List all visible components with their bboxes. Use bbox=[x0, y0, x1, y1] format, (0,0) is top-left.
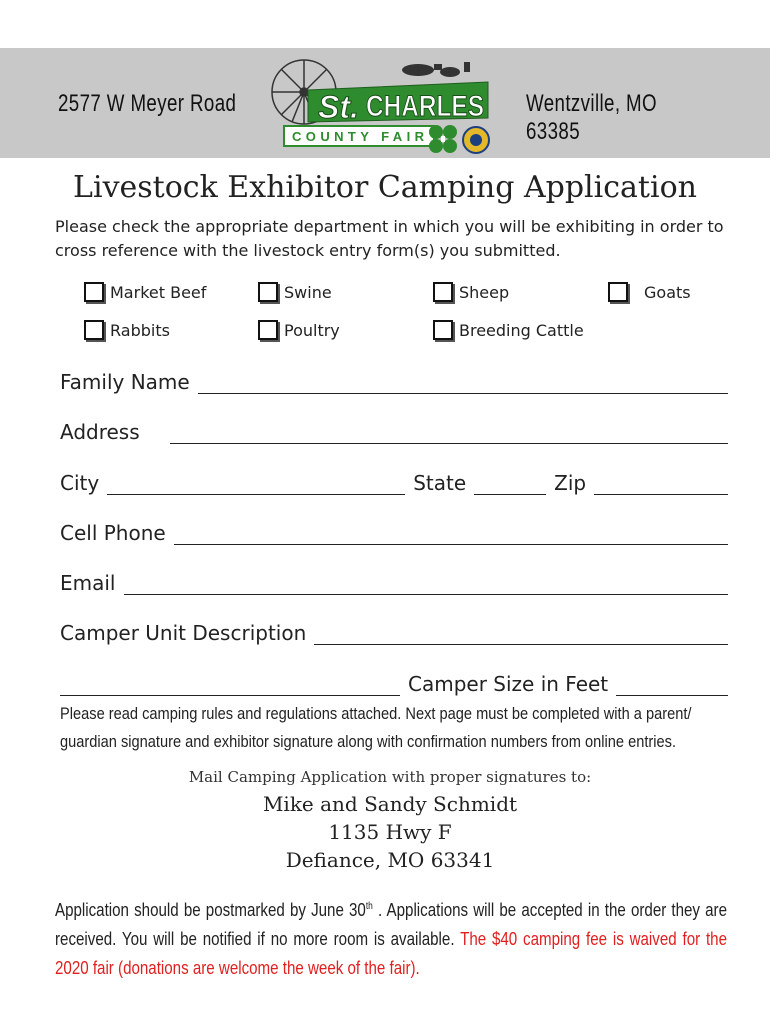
mail-recipient-name: Mike and Sandy Schmidt bbox=[262, 792, 518, 816]
zip-input-line[interactable] bbox=[594, 474, 728, 495]
footer-text-1: Application should be postmarked by June 30 bbox=[55, 900, 366, 920]
camper-size-row[interactable] bbox=[60, 668, 728, 696]
mail-intro: Mail Camping Application with proper signatures to: bbox=[188, 768, 592, 786]
camper-unit-field[interactable] bbox=[60, 617, 728, 645]
camper-size-label: Camper Size in Feet bbox=[408, 672, 609, 696]
city-label: City bbox=[60, 471, 100, 495]
checkbox-label: Sheep bbox=[459, 282, 510, 302]
fee-waived-notice: The $40 camping fee is waived for the 2020 fair (donations are welcome the week of the fair). bbox=[55, 929, 727, 978]
family-name-input-line[interactable] bbox=[198, 373, 728, 394]
animals-icon bbox=[402, 62, 470, 77]
ffa-emblem-icon bbox=[463, 127, 489, 153]
intro-text: Please check the appropriate department in which you will be exhibiting in order to cross reference with the livestock entry form(s) you submitted. bbox=[55, 217, 724, 260]
checkbox-box[interactable] bbox=[84, 320, 104, 340]
footer-sup: th bbox=[365, 901, 373, 912]
email-input-line[interactable] bbox=[124, 574, 729, 595]
zip-label: Zip bbox=[554, 471, 587, 495]
state-label: State bbox=[413, 471, 467, 495]
footer-text-2: . Applications will be accepted in the order they are received. You will be notified if no more room is available. bbox=[55, 900, 728, 949]
cell-phone-input-line[interactable] bbox=[174, 524, 728, 545]
camper-unit-continued-line[interactable] bbox=[60, 675, 400, 696]
checkbox-market-beef[interactable] bbox=[84, 282, 206, 302]
cell-phone-label: Cell Phone bbox=[60, 521, 166, 545]
email-label: Email bbox=[60, 571, 116, 595]
camper-unit-label: Camper Unit Description bbox=[60, 621, 307, 645]
checkbox-label: Breeding Cattle bbox=[459, 320, 584, 340]
checkbox-label: Goats bbox=[644, 282, 691, 302]
checkbox-sheep[interactable] bbox=[433, 282, 509, 302]
checkbox-box[interactable] bbox=[84, 282, 104, 302]
checkbox-poultry[interactable] bbox=[258, 320, 340, 340]
camper-size-input-line[interactable] bbox=[616, 675, 728, 696]
camper-unit-input-line[interactable] bbox=[314, 624, 728, 645]
checkbox-goats[interactable] bbox=[608, 282, 691, 302]
checkbox-label: Poultry bbox=[284, 320, 340, 340]
email-field[interactable] bbox=[60, 567, 728, 595]
family-name-label: Family Name bbox=[60, 370, 190, 394]
mail-city: Defiance, MO 63341 bbox=[285, 848, 495, 872]
address-field[interactable] bbox=[60, 416, 728, 444]
checkbox-label: Rabbits bbox=[110, 320, 170, 340]
checkbox-box[interactable] bbox=[433, 282, 453, 302]
header-address-right: Wentzville, MO 63385 bbox=[526, 90, 657, 145]
checkbox-swine[interactable] bbox=[258, 282, 332, 302]
city-input-line[interactable] bbox=[107, 474, 405, 495]
checkbox-rabbits[interactable] bbox=[84, 320, 170, 340]
logo-charles-text: CHARLES bbox=[366, 90, 484, 123]
checkbox-box[interactable] bbox=[258, 282, 278, 302]
checkbox-box[interactable] bbox=[608, 282, 628, 302]
header-address-left: 2577 W Meyer Road bbox=[58, 90, 237, 117]
logo-county-fair-text: COUNTY FAIR bbox=[292, 129, 428, 144]
checkbox-box[interactable] bbox=[258, 320, 278, 340]
family-name-field[interactable] bbox=[60, 366, 728, 394]
state-input-line[interactable] bbox=[474, 474, 546, 495]
mail-street: 1135 Hwy F bbox=[328, 820, 452, 844]
logo-st-text: St. bbox=[318, 89, 359, 125]
rules-note: Please read camping rules and regulations attached. Next page must be completed with a parent/ guardian signature and exhibitor signature along with confirmation numbers from online entries. bbox=[60, 704, 692, 751]
checkbox-box[interactable] bbox=[433, 320, 453, 340]
address-input-line[interactable] bbox=[170, 423, 728, 444]
checkbox-label: Market Beef bbox=[110, 282, 207, 302]
city-state-zip-row[interactable] bbox=[60, 467, 728, 495]
address-label: Address bbox=[60, 420, 140, 444]
checkbox-breeding-cattle[interactable] bbox=[433, 320, 584, 340]
cell-phone-field[interactable] bbox=[60, 517, 728, 545]
footer-notice bbox=[55, 892, 727, 983]
page-title: Livestock Exhibitor Camping Application bbox=[73, 170, 697, 205]
checkbox-label: Swine bbox=[284, 282, 332, 302]
fair-logo bbox=[268, 52, 496, 160]
